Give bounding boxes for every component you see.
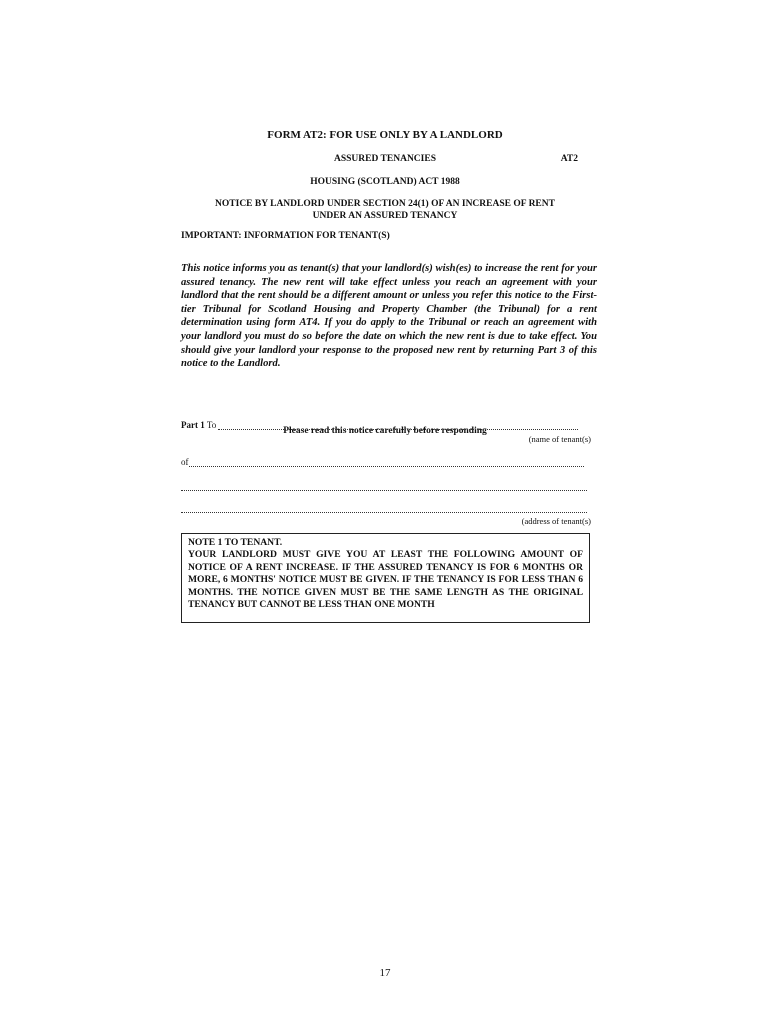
note-heading: NOTE 1 TO TENANT. bbox=[188, 537, 283, 548]
tenant-address-field-3[interactable] bbox=[181, 504, 587, 513]
page-number: 17 bbox=[379, 967, 391, 979]
form-code: AT2 bbox=[560, 154, 578, 164]
tenant-information-paragraph: This notice informs you as tenant(s) that your landlord(s) wish(es) to increase the rent for your assured tenancy. The new rent will take effect unless you reach an agreement with your landlord that the rent should be a different amount or unless you refer this notice to the First-tier Tribunal for Scotland Housing and Property Chamber (the Tribunal) for a rent determination using form AT4. If you do apply to the Tribunal or reach an agreement with your landlord you must do so before the date on which the new rent is due to take effect. You should give your landlord your response to the proposed new rent by returning Part 3 of this notice to the Landlord. bbox=[181, 263, 597, 370]
tenant-name-line[interactable] bbox=[181, 420, 591, 432]
tenant-address-line-2[interactable] bbox=[181, 481, 591, 493]
note-to-tenant-box bbox=[181, 533, 590, 623]
subtitle-row bbox=[180, 154, 590, 168]
act-title: HOUSING (SCOTLAND) ACT 1988 bbox=[310, 177, 460, 187]
notice-title bbox=[180, 198, 590, 222]
of-label: of bbox=[181, 457, 189, 467]
read-notice-instruction: Please read this notice carefully before responding bbox=[283, 426, 487, 436]
form-subtitle: ASSURED TENANCIES bbox=[334, 154, 436, 164]
note-body: YOUR LANDLORD MUST GIVE YOU AT LEAST THE FOLLOWING AMOUNT OF NOTICE OF A RENT INCREASE. IF THE ASSURED TENANCY IS FOR 6 MONTHS OR MORE, 6 MONTHS' NOTICE MUST BE GIVEN. IF THE TENANCY IS FOR LESS THAN 6 MONTHS. THE NOTICE GIVEN MUST BE THE SAME LENGTH AS THE ORIGINAL TENANCY BUT CANNOT BE LESS THAN ONE MONTH bbox=[188, 549, 583, 611]
tenant-name-caption: (name of tenant(s) bbox=[528, 434, 591, 444]
notice-title-line2: UNDER AN ASSURED TENANCY bbox=[312, 211, 458, 221]
tenant-address-line-3[interactable] bbox=[181, 503, 591, 515]
part1-label: Part 1 bbox=[181, 420, 205, 430]
notice-title-line1: NOTICE BY LANDLORD UNDER SECTION 24(1) OF AN INCREASE OF RENT bbox=[215, 199, 555, 209]
tenant-address-field-1[interactable] bbox=[189, 458, 584, 467]
form-title: FORM AT2: FOR USE ONLY BY A LANDLORD bbox=[267, 129, 503, 141]
important-heading: IMPORTANT: INFORMATION FOR TENANT(S) bbox=[181, 231, 390, 241]
tenant-address-field-2[interactable] bbox=[181, 482, 587, 491]
tenant-address-line-1[interactable] bbox=[181, 457, 591, 469]
tenant-address-caption: (address of tenant(s) bbox=[521, 516, 591, 526]
to-label: To bbox=[206, 420, 217, 430]
tenant-name-field[interactable] bbox=[218, 421, 578, 430]
